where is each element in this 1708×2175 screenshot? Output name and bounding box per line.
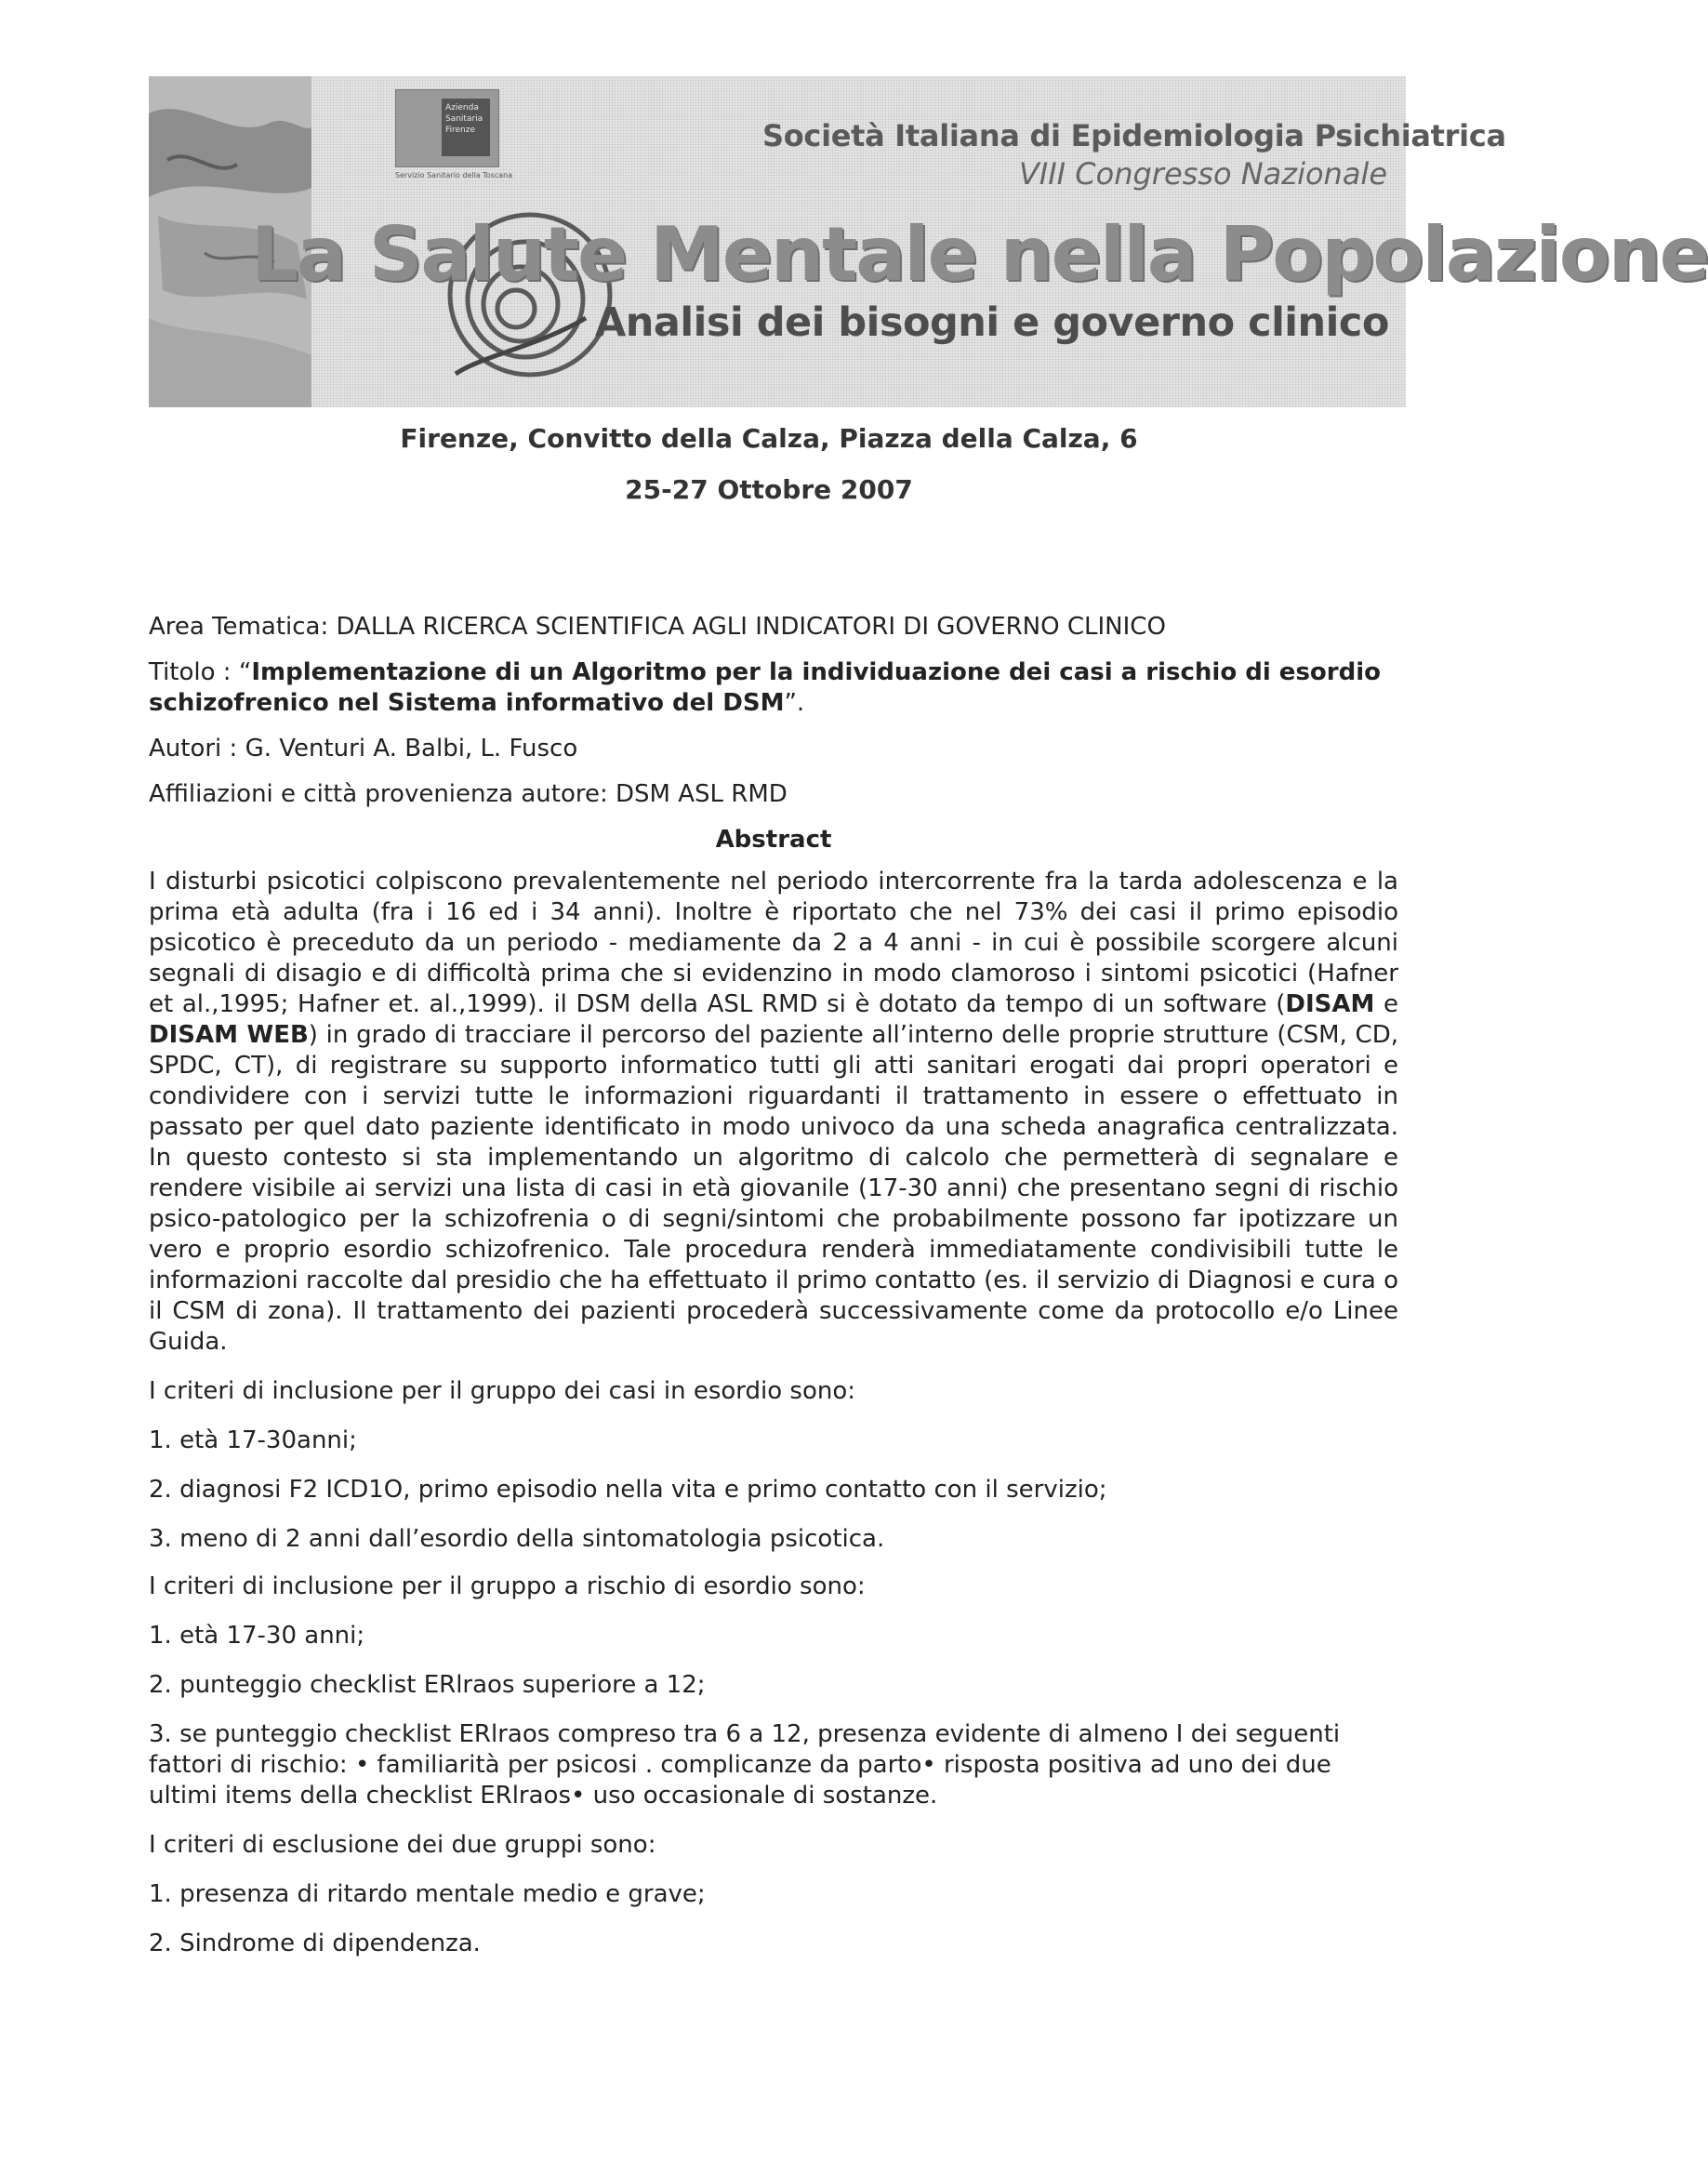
venue-location: Firenze, Convitto della Calza, Piazza della Calza, 6: [400, 423, 1138, 454]
abstract-heading: Abstract: [715, 826, 832, 854]
disam-web-name: DISAM WEB: [149, 1021, 309, 1049]
abstract-conjunction: e: [1374, 990, 1398, 1018]
abstract-text: [149, 867, 1398, 1358]
list-item: 1. età 17-30anni;: [149, 1426, 357, 1454]
list-item: 2. punteggio checklist ERlraos superiore a 12;: [149, 1671, 706, 1699]
abstract-part-1: I disturbi psicotici colpiscono prevalentemente nel periodo intercorrente fra la tarda adolescenza e la prima età adulta (fra i 16 ed i 34 anni). Inoltre è riportato che nel 73% dei casi il primo episodio psicotico è preceduto da un periodo - mediamente da 2 a 4 anni - in cui è possibile scorgere alcuni segnali di disagio e di difficoltà prima che si evidenzino in modo clamoroso i sintomi psicotici (Hafner et al.,1995; Hafner et. al.,1999). il DSM della ASL RMD si è dotato da tempo di un software (: [149, 868, 1398, 1018]
congress-subtitle: Analisi dei bisogni e governo clinico: [595, 299, 1389, 346]
title-text: Implementazione di un Algoritmo per la individuazione dei casi a rischio di esordio schizofrenico nel Sistema informativo del DSM: [149, 658, 1381, 717]
asl-logo-caption: Servizio Sanitario della Toscana: [395, 171, 513, 179]
disam-name: DISAM: [1285, 990, 1375, 1018]
title-open-quote: “: [238, 658, 252, 686]
list-item: 2. Sindrome di dipendenza.: [149, 1930, 481, 1957]
list-item: 3. meno di 2 anni dall’esordio della sintomatologia psicotica.: [149, 1525, 885, 1553]
congress-banner: [149, 76, 1708, 407]
venue-dates: 25-27 Ottobre 2007: [625, 474, 913, 505]
congress-edition: VIII Congresso Nazionale: [1018, 156, 1387, 192]
title-close-quote: ”.: [784, 689, 805, 717]
congress-title: La Salute Mentale nella Popolazione: [251, 211, 1708, 298]
paper-title: [149, 657, 1398, 719]
document-body: [149, 612, 1398, 1978]
asl-logo: [395, 89, 535, 192]
affiliations: Affiliazioni e città provenienza autore: DSM ASL RMD: [149, 780, 788, 808]
list-item: 1. presenza di ritardo mentale medio e grave;: [149, 1880, 706, 1908]
list-item: 3. se punteggio checklist ERlraos compreso tra 6 a 12, presenza evidente di almeno I dei seguenti fattori di rischio: • familiarità per psicosi . complicanze da parto• risposta positiva ad uno dei due ultimi items della checklist ERlraos• uso occasionale di sostanze.: [149, 1720, 1341, 1810]
authors: Autori : G. Venturi A. Balbi, L. Fusco: [149, 735, 578, 763]
society-name: Società Italiana di Epidemiologia Psichiatrica: [762, 118, 1506, 153]
abstract-part-2: ) in grado di tracciare il percorso del paziente all’interno delle proprie strutture (CSM, CD, SPDC, CT), di registrare su supporto informatico tutti gli atti sanitari erogati dai propri operatori e condividere con i servizi tutte le informazioni riguardanti il trattamento in essere o effettuato in passato per quel dato paziente identificato in modo univoco da una scheda anagrafica centralizzata. In questo contesto si sta implementando un algoritmo di calcolo che permetterà di segnalare e rendere visibile ai servizi una lista di casi in età giovanile (17-30 anni) che presentano segni di rischio psico-patologico per la schizofrenia o di segni/sintomi che probabilmente possono far ipotizzare un vero e proprio esordio schizofrenico. Tale procedura renderà immediatamente condivisibili tutte le informazioni raccolte dal presidio che ha effettuato il primo contatto (es. il servizio di Diagnosi e cura o il CSM di zona). Il trattamento dei pazienti procederà successivamente come da protocollo e/o Linee Guida.: [149, 1021, 1399, 1356]
list-item: 2. diagnosi F2 ICD1O, primo episodio nella vita e primo contatto con il servizio;: [149, 1476, 1107, 1504]
risk-criteria-intro: I criteri di inclusione per il gruppo a rischio di esordio sono:: [149, 1572, 866, 1600]
title-label: Titolo :: [149, 658, 239, 686]
exclusion-criteria-intro: I criteri di esclusione dei due gruppi sono:: [149, 1831, 656, 1859]
onset-criteria-intro: I criteri di inclusione per il gruppo dei casi in esordio sono:: [149, 1377, 856, 1405]
asl-logo-text: Azienda Sanitaria Firenze: [442, 99, 490, 156]
list-item: 1. età 17-30 anni;: [149, 1622, 365, 1650]
thematic-area: Area Tematica: DALLA RICERCA SCIENTIFICA AGLI INDICATORI DI GOVERNO CLINICO: [149, 613, 1166, 641]
